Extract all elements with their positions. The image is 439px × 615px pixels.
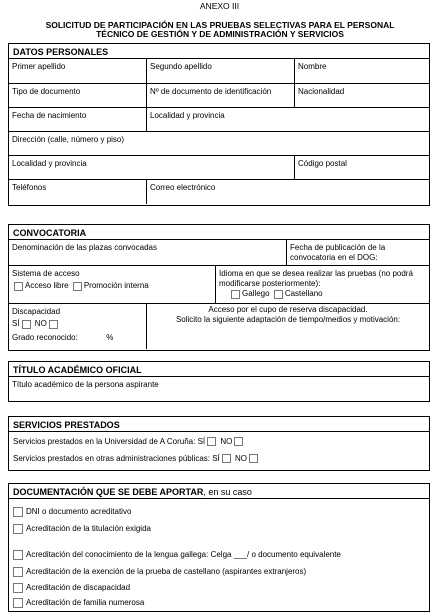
services-other-no-label: NO	[235, 454, 248, 463]
personal-row-names	[9, 59, 429, 84]
disability-yes-checkbox[interactable]	[22, 320, 31, 329]
degree-field[interactable]: Título académico de la persona aspirante	[12, 380, 159, 389]
doc-item-3-label: Acreditación de la exención de la prueba de castellano (aspirantes extranjeros)	[26, 567, 307, 576]
personal-data-heading: DATOS PERSONALES	[9, 44, 429, 59]
first-surname-field[interactable]: Primer apellido	[12, 62, 66, 71]
services-udc-no-label: NO	[220, 437, 233, 446]
spanish-checkbox[interactable]	[274, 290, 283, 299]
services-section	[8, 416, 430, 471]
services-other-yes-label: SÍ	[212, 454, 220, 463]
doc-item-1-checkbox[interactable]	[13, 524, 23, 534]
personal-data-section	[8, 43, 430, 206]
services-udc-yes-checkbox[interactable]	[207, 437, 216, 446]
services-udc-row	[13, 437, 245, 446]
galician-checkbox[interactable]	[231, 290, 240, 299]
percent-sign: %	[106, 332, 114, 342]
personal-row-contact	[9, 180, 429, 204]
docs-heading: DOCUMENTACIÓN QUE SE DEBE APORTAR, en su caso	[9, 484, 429, 499]
call-row-disability	[9, 304, 429, 349]
second-surname-field[interactable]: Segundo apellido	[146, 59, 294, 83]
locality-field[interactable]: Localidad y provincia	[12, 159, 87, 168]
disability-cell	[9, 304, 146, 349]
disability-yes-label: SÍ	[12, 319, 20, 329]
birth-place-field[interactable]: Localidad y provincia	[146, 108, 429, 131]
services-other-no-checkbox[interactable]	[249, 454, 258, 463]
doc-item-5-checkbox[interactable]	[13, 598, 23, 608]
email-field[interactable]: Correo electrónico	[146, 180, 429, 204]
degree-label: Grado reconocido:	[12, 332, 78, 342]
positions-field[interactable]: Denominación de las plazas convocadas	[12, 243, 157, 252]
doc-item-5-label: Acreditación de familia numerosa	[26, 598, 145, 607]
internal-promotion-label: Promoción interna	[83, 281, 149, 291]
form-title-line2: TÉCNICO DE GESTIÓN Y DE ADMINISTRACIÓN Y SERVICIOS	[96, 29, 344, 40]
call-row-access	[9, 266, 429, 304]
language-cell	[215, 266, 429, 303]
galician-label: Gallego	[242, 289, 270, 299]
call-heading: CONVOCATORIA	[9, 225, 429, 240]
services-udc-yes-label: SÍ	[197, 437, 206, 446]
doc-item-2-checkbox[interactable]	[13, 550, 23, 560]
free-access-label: Acceso libre	[25, 281, 69, 291]
call-row-positions	[9, 240, 429, 266]
birth-date-field[interactable]: Fecha de nacimiento	[12, 111, 87, 120]
docs-section	[8, 483, 430, 612]
services-heading: SERVICIOS PRESTADOS	[9, 417, 429, 432]
doc-item-2-label: Acreditación del conocimiento de la lengua gallega: Celga ___/ o documento equivalente	[26, 550, 341, 559]
personal-row-birth	[9, 108, 429, 132]
call-section	[8, 224, 430, 351]
annex-label: ANEXO III	[199, 1, 240, 11]
spanish-label: Castellano	[284, 289, 323, 299]
services-other-label: Servicios prestados en otras administraciones públicas:	[13, 454, 210, 463]
doc-type-field[interactable]: Tipo de documento	[12, 87, 81, 96]
form-title-line1: SOLICITUD DE PARTICIPACIÓN EN LAS PRUEBAS SELECTIVAS PARA EL PERSONAL	[45, 20, 395, 30]
internal-promotion-checkbox[interactable]	[73, 282, 82, 291]
name-field[interactable]: Nombre	[294, 59, 429, 83]
postal-code-field[interactable]: Código postal	[294, 156, 429, 179]
personal-row-address	[9, 132, 429, 156]
services-udc-no-checkbox[interactable]	[234, 437, 243, 446]
doc-item-3-checkbox[interactable]	[13, 567, 23, 577]
doc-item-4-checkbox[interactable]	[13, 583, 23, 593]
quota-line: Acceso por el cupo de reserva discapacidad.	[208, 305, 368, 314]
doc-item-0-label: DNI o documento acreditativo	[26, 507, 132, 516]
doc-item-0-checkbox[interactable]	[13, 507, 23, 517]
doc-item-1-label: Acreditación de la titulación exigida	[26, 524, 151, 533]
disability-label: Discapacidad	[12, 307, 61, 316]
address-field[interactable]: Dirección (calle, número y piso)	[12, 135, 125, 144]
access-system-cell	[9, 266, 215, 303]
doc-number-field[interactable]: Nº de documento de identificación	[146, 84, 294, 107]
services-other-row	[13, 454, 260, 463]
degree-row	[9, 377, 429, 401]
publication-date-field[interactable]: Fecha de publicación de la convocatoria en el DOG:	[286, 240, 429, 265]
disability-no-checkbox[interactable]	[49, 320, 58, 329]
services-udc-label: Servicios prestados en la Universidad de A Coruña:	[13, 437, 196, 446]
disability-no-label: NO	[34, 319, 47, 329]
access-system-label: Sistema de acceso	[12, 269, 80, 278]
doc-item-4-label: Acreditación de discapacidad	[26, 583, 131, 592]
services-other-yes-checkbox[interactable]	[222, 454, 231, 463]
personal-row-document	[9, 84, 429, 108]
language-question: Idioma en que se desea realizar las pruebas (no podrá modificarse posteriormente):	[219, 269, 413, 288]
adaptation-line: Solicito la siguiente adaptación de tiempo/medios y motivación:	[175, 314, 401, 324]
nationality-field[interactable]: Nacionalidad	[294, 84, 429, 107]
degree-section	[8, 361, 430, 402]
personal-row-locality	[9, 156, 429, 180]
adaptation-cell[interactable]	[146, 304, 429, 349]
phones-field[interactable]: Teléfonos	[12, 183, 47, 192]
degree-heading: TÍTULO ACADÉMICO OFICIAL	[9, 362, 429, 377]
free-access-checkbox[interactable]	[14, 282, 23, 291]
form-title	[20, 21, 420, 40]
